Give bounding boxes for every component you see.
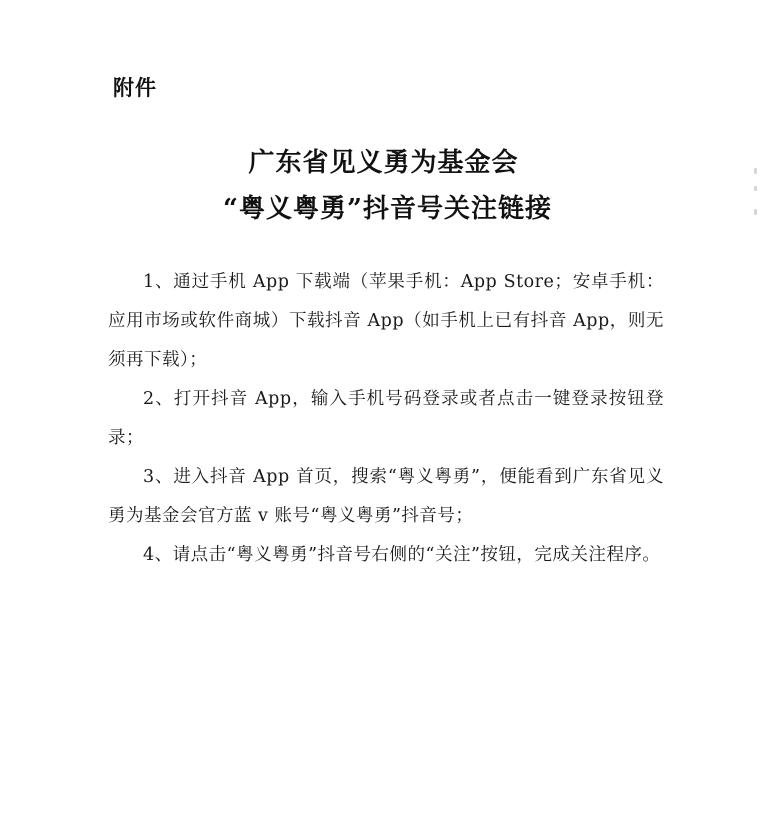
scan-speck (754, 209, 757, 215)
scan-speck (754, 186, 757, 191)
instruction-list (108, 263, 664, 575)
document-title (0, 140, 767, 232)
instruction-step-1: 1、通过手机 App 下载端（苹果手机：App Store；安卓手机：应用市场或软件商城）下载抖音 App（如手机上已有抖音 App，则无须再下载）； (108, 272, 664, 370)
instruction-step-4: 4、请点击“粤义粤勇”抖音号右侧的“关注”按钮，完成关注程序。 (143, 545, 661, 565)
scan-speck (754, 168, 757, 174)
title-line-subject: “粤义粤勇”抖音号关注链接 (223, 194, 552, 224)
instruction-step-2: 2、打开抖音 App，输入手机号码登录或者点击一键登录按钮登录； (108, 389, 664, 448)
attachment-label: 附件 (113, 76, 157, 100)
title-line-organization: 广东省见义勇为基金会 (248, 148, 519, 178)
instruction-step-3: 3、进入抖音 App 首页，搜索“粤义粤勇”，便能看到广东省见义勇为基金会官方蓝 v 账号“粤义粤勇”抖音号； (108, 467, 664, 526)
